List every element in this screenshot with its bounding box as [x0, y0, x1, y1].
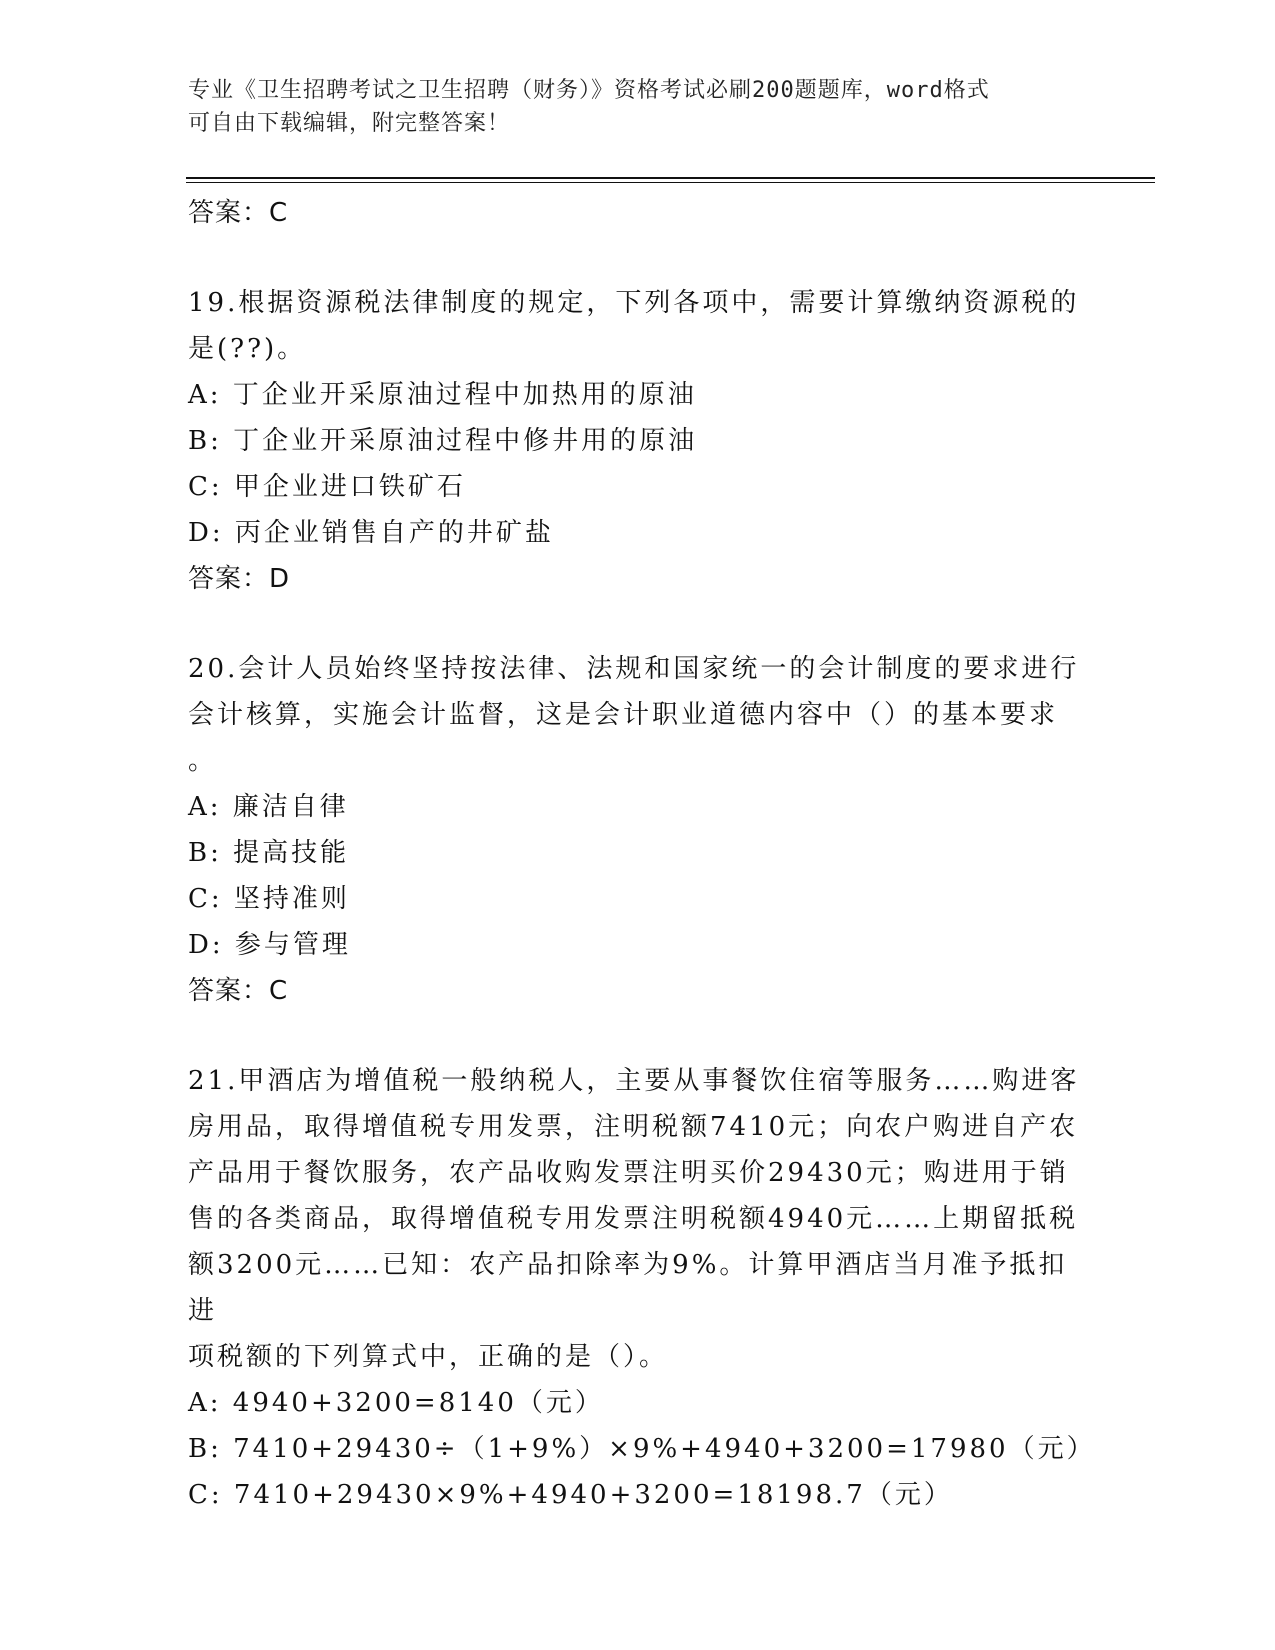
option-b: B: 丁企业开采原油过程中修井用的原油 [188, 426, 698, 456]
question-stem-line: 是(??)。 [188, 334, 307, 364]
option-b: B: 提高技能 [188, 838, 350, 868]
question-stem-line: 额3200元……已知：农产品扣除率为9%。计算甲酒店当月准予抵扣进 [188, 1250, 1068, 1326]
option-c: C: 坚持准则 [188, 884, 350, 914]
header-line-2: 可自由下载编辑，附完整答案！ [188, 111, 511, 136]
question-stem-line: 售的各类商品，取得增值税专用发票注明税额4940元……上期留抵税 [188, 1204, 1079, 1234]
question-stem-line: 产品用于餐饮服务，农产品收购发票注明买价29430元；购进用于销 [188, 1158, 1069, 1188]
option-c: C: 甲企业进口铁矿石 [188, 472, 466, 502]
question-20 [188, 646, 1088, 1014]
document-body [188, 190, 1096, 1518]
option-c: C: 7410+29430×9%+4940+3200=18198.7（元） [188, 1480, 953, 1510]
option-d: D: 参与管理 [188, 930, 351, 960]
question-stem-line: 会计核算，实施会计监督，这是会计职业道德内容中（）的基本要求 [188, 700, 1059, 730]
option-a: A: 丁企业开采原油过程中加热用的原油 [188, 380, 697, 410]
question-stem-line: 项税额的下列算式中，正确的是（）。 [188, 1342, 669, 1372]
header-line-1: 专业《卫生招聘考试之卫生招聘（财务）》资格考试必刷200题题库，word格式 [188, 78, 990, 103]
spacer [188, 236, 1088, 280]
question-stem-line: 。 [188, 746, 218, 776]
question-stem-line: 21.甲酒店为增值税一般纳税人，主要从事餐饮住宿等服务……购进客 [188, 1066, 1080, 1096]
spacer [188, 602, 1088, 646]
header-divider-thin [186, 182, 1155, 183]
option-b: B: 7410+29430÷（1+9%）×9%+4940+3200=17980（元） [188, 1434, 1096, 1464]
question-answer: 答案：D [188, 564, 291, 594]
question-21 [188, 1058, 1096, 1518]
header-divider-thick [186, 177, 1155, 179]
option-a: A: 4940+3200=8140（元） [188, 1388, 604, 1418]
question-stem-line: 房用品，取得增值税专用发票，注明税额7410元；向农户购进自产农 [188, 1112, 1079, 1142]
option-a: A: 廉洁自律 [188, 792, 349, 822]
question-stem-line: 20.会计人员始终坚持按法律、法规和国家统一的会计制度的要求进行 [188, 654, 1080, 684]
spacer [188, 1014, 1088, 1058]
option-d: D: 丙企业销售自产的井矿盐 [188, 518, 554, 548]
previous-answer: 答案：C [188, 198, 289, 228]
document-header [188, 74, 1088, 140]
question-answer: 答案：C [188, 976, 289, 1006]
question-19 [188, 280, 1088, 602]
question-stem-line: 19.根据资源税法律制度的规定，下列各项中，需要计算缴纳资源税的 [188, 288, 1080, 318]
